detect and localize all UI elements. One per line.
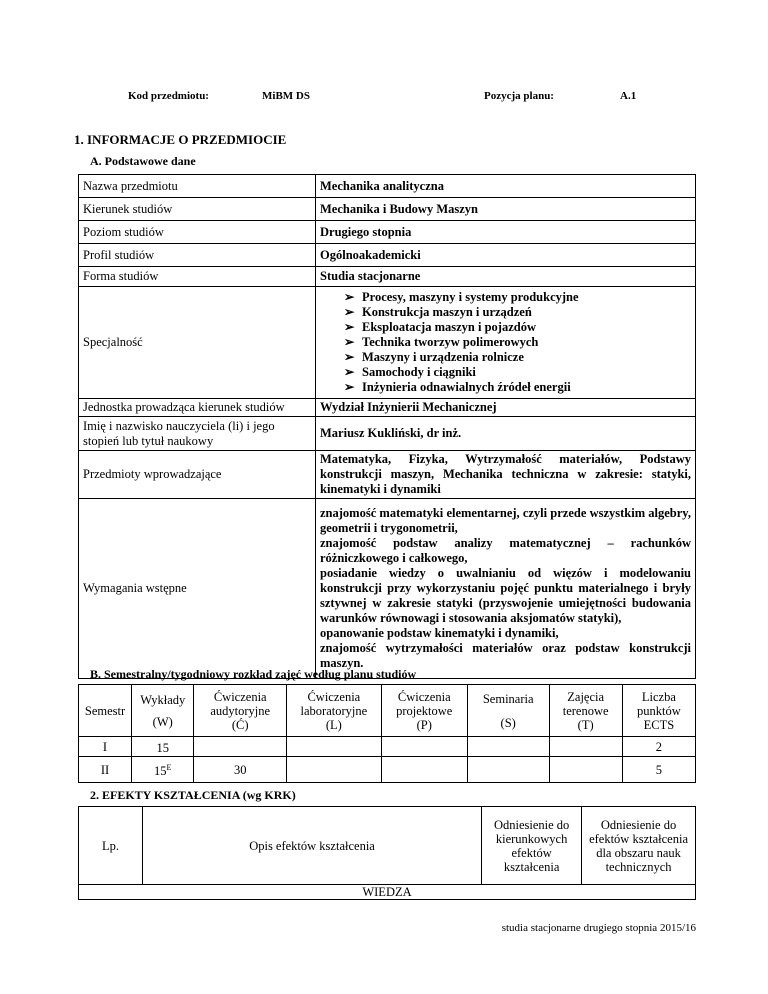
forma-label: Forma studiów [79, 267, 316, 287]
pozycja-label: Pozycja planu: [484, 90, 554, 102]
cell-l [287, 757, 382, 783]
section2-title: 2. EFEKTY KSZTAŁCENIA (wg KRK) [90, 788, 296, 802]
nauczyciel-value: Mariusz Kukliński, dr inż. [316, 417, 696, 451]
przedmioty-value: Matematyka, Fizyka, Wytrzymałość materiałów, Podstawy konstrukcji maszyn, Mechanika techniczna w zakresie: statyki, kinematyki i dynamiki [316, 451, 696, 499]
row-specjalnosc [79, 287, 696, 399]
header-lp: Lp. [79, 807, 143, 885]
list-item: ➢ Eksploatacja maszyn i pojazdów [344, 320, 536, 334]
schedule-header-row [79, 685, 696, 737]
cell-l [287, 737, 382, 757]
section1-title: 1. INFORMACJE O PRZEDMIOCIE [74, 132, 287, 147]
arrow-icon: ➢ [344, 320, 355, 334]
list-item: ➢ Maszyny i urządzenia rolnicze [344, 350, 524, 364]
basic-data-table [78, 174, 696, 679]
row-poziom [79, 221, 696, 244]
table-row [79, 737, 696, 757]
nazwa-label: Nazwa przedmiotu [79, 175, 316, 198]
table-row [79, 757, 696, 783]
arrow-icon: ➢ [344, 290, 355, 304]
wymagania-cell [316, 499, 696, 679]
kod-value: MiBM DS [262, 90, 310, 102]
footer-text: studia stacjonarne drugiego stopnia 2015/16 [501, 922, 696, 934]
row-jednostka [79, 399, 696, 417]
arrow-icon: ➢ [344, 305, 355, 319]
header-wyklady: Wykłady (W) [132, 685, 194, 737]
cell-s [467, 737, 549, 757]
header-proj: Ćwiczenia projektowe (P) [381, 685, 467, 737]
header-aud: Ćwiczenia audytoryjne (Ć) [194, 685, 287, 737]
cell-semestr: II [79, 757, 132, 783]
kierunek-label: Kierunek studiów [79, 198, 316, 221]
nazwa-value: Mechanika analityczna [316, 175, 696, 198]
row-nauczyciel [79, 417, 696, 451]
cell-p [381, 737, 467, 757]
specjalnosc-list [320, 290, 691, 395]
header-teren: Zajęcia terenowe (T) [549, 685, 622, 737]
effects-header-row [79, 807, 696, 885]
cell-ects: 5 [622, 757, 695, 783]
row-nazwa [79, 175, 696, 198]
wymaganie-item: opanowanie podstaw kinematyki i dynamiki, [320, 626, 559, 640]
header-odn-kier: Odniesienie do kierunkowych efektów kształcenia [482, 807, 582, 885]
wymaganie-item: znajomość matematyki elementarnej, czyli przede wszystkim algebry, geometrii i trygonometrii, [320, 506, 691, 535]
kod-label: Kod przedmiotu: [128, 90, 209, 102]
przedmioty-label: Przedmioty wprowadzające [79, 451, 316, 499]
row-forma [79, 267, 696, 287]
header-ects: Liczba punktów ECTS [622, 685, 695, 737]
profil-value: Ogólnoakademicki [316, 244, 696, 267]
profil-label: Profil studiów [79, 244, 316, 267]
list-item: ➢ Technika tworzyw polimerowych [344, 335, 539, 349]
specjalnosc-label: Specjalność [79, 287, 316, 399]
row-przedmioty [79, 451, 696, 499]
cell-w: 15 [132, 737, 194, 757]
schedule-table [78, 684, 696, 783]
cell-ects: 2 [622, 737, 695, 757]
wiedza-row [79, 885, 696, 900]
row-profil [79, 244, 696, 267]
cell-p [381, 757, 467, 783]
section-b-title: B. Semestralny/tygodniowy rozkład zajęć według planu studiów [90, 667, 417, 681]
cell-c [194, 737, 287, 757]
wiedza-label: WIEDZA [79, 885, 696, 900]
list-item: ➢ Procesy, maszyny i systemy produkcyjne [344, 290, 579, 304]
jednostka-label: Jednostka prowadząca kierunek studiów [79, 399, 316, 417]
header-odn-obszar: Odniesienie do efektów kształcenia dla obszaru nauk technicznych [582, 807, 696, 885]
list-item: ➢ Konstrukcja maszyn i urządzeń [344, 305, 532, 319]
row-wymagania [79, 499, 696, 679]
header-opis: Opis efektów kształcenia [142, 807, 481, 885]
header-sem: Seminaria (S) [467, 685, 549, 737]
pozycja-value: A.1 [620, 90, 637, 102]
arrow-icon: ➢ [344, 380, 355, 394]
row-kierunek [79, 198, 696, 221]
section-a-title: A. Podstawowe dane [90, 154, 196, 168]
specjalnosc-cell [316, 287, 696, 399]
forma-value: Studia stacjonarne [316, 267, 696, 287]
cell-c: 30 [194, 757, 287, 783]
effects-table [78, 806, 696, 900]
arrow-icon: ➢ [344, 365, 355, 379]
poziom-value: Drugiego stopnia [316, 221, 696, 244]
wymaganie-item: znajomość podstaw analizy matematycznej – rachunków różniczkowego i całkowego, [320, 536, 691, 565]
kierunek-value: Mechanika i Budowy Maszyn [316, 198, 696, 221]
list-item: ➢ Samochody i ciągniki [344, 365, 476, 379]
cell-t [549, 757, 622, 783]
header-lab: Ćwiczenia laboratoryjne (L) [287, 685, 382, 737]
wymaganie-item: znajomość wytrzymałości materiałów oraz podstaw konstrukcji maszyn. [320, 641, 691, 670]
list-item: ➢ Inżynieria odnawialnych źródeł energii [344, 380, 571, 394]
jednostka-value: Wydział Inżynierii Mechanicznej [316, 399, 696, 417]
cell-semestr: I [79, 737, 132, 757]
cell-t [549, 737, 622, 757]
cell-s [467, 757, 549, 783]
arrow-icon: ➢ [344, 335, 355, 349]
wymaganie-item: posiadanie wiedzy o uwalnianiu od więzów i modelowaniu konstrukcji przy wykorzystaniu pojęć punktu materialnego i bryły sztywnej w zakresie statyki (przyswojenie umiejętności budowania warunków równowagi i stosowania aksjomatów statyki), [320, 566, 691, 625]
header-semestr: Semestr [79, 685, 132, 737]
poziom-label: Poziom studiów [79, 221, 316, 244]
nauczyciel-label: Imię i nazwisko nauczyciela (li) i jego stopień lub tytuł naukowy [79, 417, 316, 451]
wymagania-label: Wymagania wstępne [79, 499, 316, 679]
cell-w: $15^E$ [132, 757, 194, 783]
arrow-icon: ➢ [344, 350, 355, 364]
